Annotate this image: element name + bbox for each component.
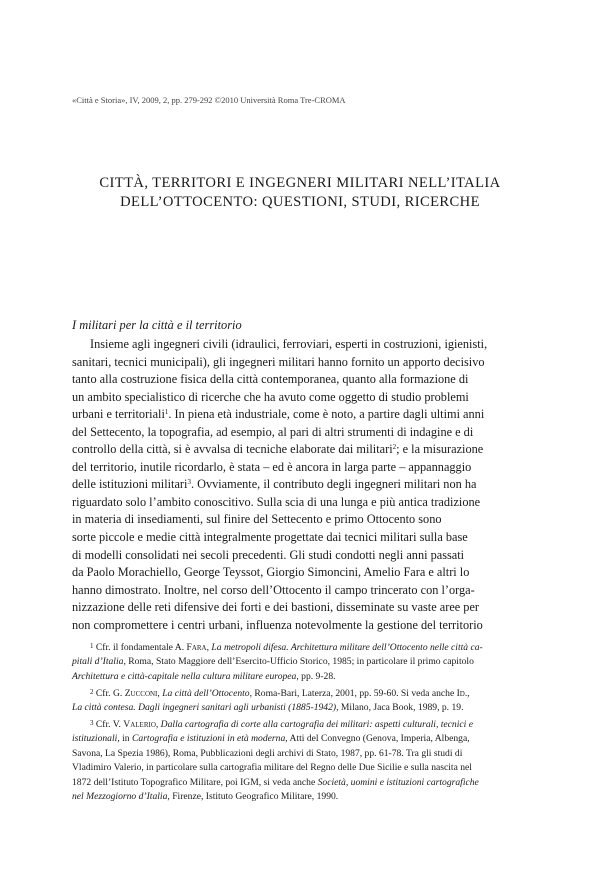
footnote-work-title: La città contesa. Dagli ingegneri sanitari agli urbanisti (1885-1942) <box>72 702 337 714</box>
body-line: tanto alla costruzione fisica della città contemporanea, quanto alla formazione di <box>72 372 469 387</box>
footnote-text: , in <box>117 733 132 745</box>
footnote-text: Cfr. G. <box>95 687 125 699</box>
title-line-1: CITTÀ, TERRITORI E INGEGNERI MILITARI NELL’ITALIA <box>99 175 501 191</box>
footnote-2-line <box>72 687 527 701</box>
footnote-3-line <box>72 776 527 790</box>
footnote-work-title: Dalla cartografia di corte alla cartografia dei militari: aspetti culturali, tecnici e <box>160 718 473 730</box>
footnote-author: Valerio <box>123 718 156 730</box>
body-fragment: delle istituzioni militari <box>72 477 188 492</box>
footnote-3-line: Savona, La Spezia 1986), Roma, Pubblicazioni degli archivi di Stato, 1987, pp. 61-78. Tra gli studi di <box>72 747 463 759</box>
body-line: Insieme agli ingegneri civili (idraulici, ferroviari, esperti in costruzioni, igienisti, <box>90 337 488 351</box>
body-line: un ambito specialistico di ricerche che ha avuto come oggetto di studio problemi <box>72 389 469 404</box>
footnote-number: 2 <box>90 687 94 696</box>
body-line: del Settecento, la topografia, ad esempio, al pari di altri strumenti di indagine e di <box>72 424 474 439</box>
body-fragment: urbani e territoriali <box>72 407 165 422</box>
footnote-text: , <box>157 687 163 699</box>
footnote-text: , <box>155 718 161 730</box>
footnote-author: Fara <box>186 642 207 653</box>
footnote-1-line <box>72 655 527 669</box>
footnote-text: 1872 dell’Istituto Topografico Militare, poi IGM, si veda anche <box>72 776 318 788</box>
body-line: nizzazione delle reti difensive dei forti e dei bastioni, disseminate su vaste aree per <box>72 600 480 615</box>
body-line: sanitari, tecnici municipali), gli ingegneri militari hanno fornito un apporto decisivo <box>72 354 485 369</box>
footnote-1-line <box>72 641 527 655</box>
footnote-work-title: nel Mezzogiorno d’Italia <box>72 790 168 802</box>
footnote-work-title: La città dell’Ottocento <box>162 687 250 699</box>
footnote-ref-3[interactable]: 3 <box>187 478 191 487</box>
footnote-text: , Firenze, Istituto Geografico Militare, 1990. <box>167 790 339 802</box>
footnote-text: , Milano, Jaca Book, 1989, p. 19. <box>336 702 464 714</box>
footnote-text: , Atti del Convegno (Genova, Imperia, Albenga, <box>285 733 470 745</box>
footnote-work-title: La metropoli difesa. Architettura militare dell’Ottocento nelle città ca- <box>211 642 483 653</box>
body-fragment: controllo della città, si è avvalsa di tecniche elaborate dai militari <box>72 442 393 457</box>
footnote-work-title: Società, uomini e istituzioni cartografiche <box>317 776 479 788</box>
body-line: in materia di insediamenti, sul finire del Settecento e primo Ottocento sono <box>72 512 442 527</box>
footnote-text: , Roma, Stato Maggiore dell’Esercito-Ufficio Storico, 1985; in particolare il primo capitolo <box>123 656 474 668</box>
body-fragment: ; e la misurazione <box>396 442 484 457</box>
footnote-work-title: pitali d’Italia <box>72 656 124 668</box>
body-line: hanno dimostrato. Inoltre, nel corso dell’Ottocento il campo trincerato con l’orga- <box>72 582 475 597</box>
footnote-text: , <box>206 642 212 653</box>
footnote-text: , Roma-Bari, Laterza, 2001, pp. 59-60. Si veda anche <box>249 687 457 699</box>
body-fragment: . Ovviamente, il contributo degli ingegneri militari non ha <box>190 477 477 492</box>
body-line <box>72 441 527 459</box>
footnotes <box>72 641 527 804</box>
journal-citation-header: «Città e Storia», IV, 2009, 2, pp. 279-292 ©2010 Università Roma Tre-CROMA <box>72 95 346 105</box>
body-line: del territorio, inutile ricordarlo, è stata – ed è ancora in larga parte – appannaggio <box>72 459 472 474</box>
footnote-ibid: Id. <box>456 687 468 699</box>
section-heading: I militari per la città e il territorio <box>72 318 242 332</box>
body-line: non compromettere i centri urbani, influenza notevolmente la gestione del territorio <box>72 617 483 632</box>
footnote-text: , pp. 9-28. <box>296 670 336 682</box>
footnote-ref-1[interactable]: 1 <box>164 408 169 417</box>
footnote-text: Cfr. il fondamentale A. <box>95 642 187 653</box>
body-line <box>72 406 527 424</box>
footnote-work-title: Architettura e città-capitale nella cultura militare europea <box>72 670 297 682</box>
footnote-3-line <box>72 790 527 804</box>
footnote-2-line <box>72 701 527 715</box>
body-line: sorte piccole e medie città integralmente progettate dai tecnici militari sulla base <box>72 530 468 545</box>
footnote-1-line <box>72 670 527 684</box>
body-line: di modelli consolidati nei secoli precedenti. Gli studi condotti negli anni passati <box>72 547 465 562</box>
footnote-text: , <box>467 687 470 699</box>
footnote-author: Zucconi <box>124 687 158 699</box>
body-fragment: . In piena età industriale, come è noto, a partire dagli ultimi anni <box>168 407 485 422</box>
footnote-text: Cfr. V. <box>95 718 124 730</box>
title-line-2: DELL’OTTOCENTO: QUESTIONI, STUDI, RICERCHE <box>120 194 480 210</box>
body-line: riguardato solo l’ambito conoscitivo. Sulla scia di una lunga e più antica tradizione <box>72 494 481 509</box>
article-title <box>60 174 540 212</box>
footnote-3-line <box>72 732 527 746</box>
body-line: da Paolo Morachiello, George Teyssot, Giorgio Simoncini, Amelio Fara e altri lo <box>72 565 470 580</box>
body-text <box>72 336 527 634</box>
footnote-3-line: Vladimiro Valerio, in particolare sulla cartografia militare del Regno delle Due Sicilie e sulla nascita nel <box>72 762 472 774</box>
footnote-3-line <box>72 718 527 732</box>
footnote-number: 3 <box>90 718 94 727</box>
footnote-number: 1 <box>90 642 94 650</box>
footnote-ref-2[interactable]: 2 <box>392 443 397 452</box>
footnote-work-title: Cartografia e istituzioni in età moderna <box>132 733 286 745</box>
footnote-work-title: istituzionali <box>72 733 118 745</box>
body-line <box>72 476 527 494</box>
